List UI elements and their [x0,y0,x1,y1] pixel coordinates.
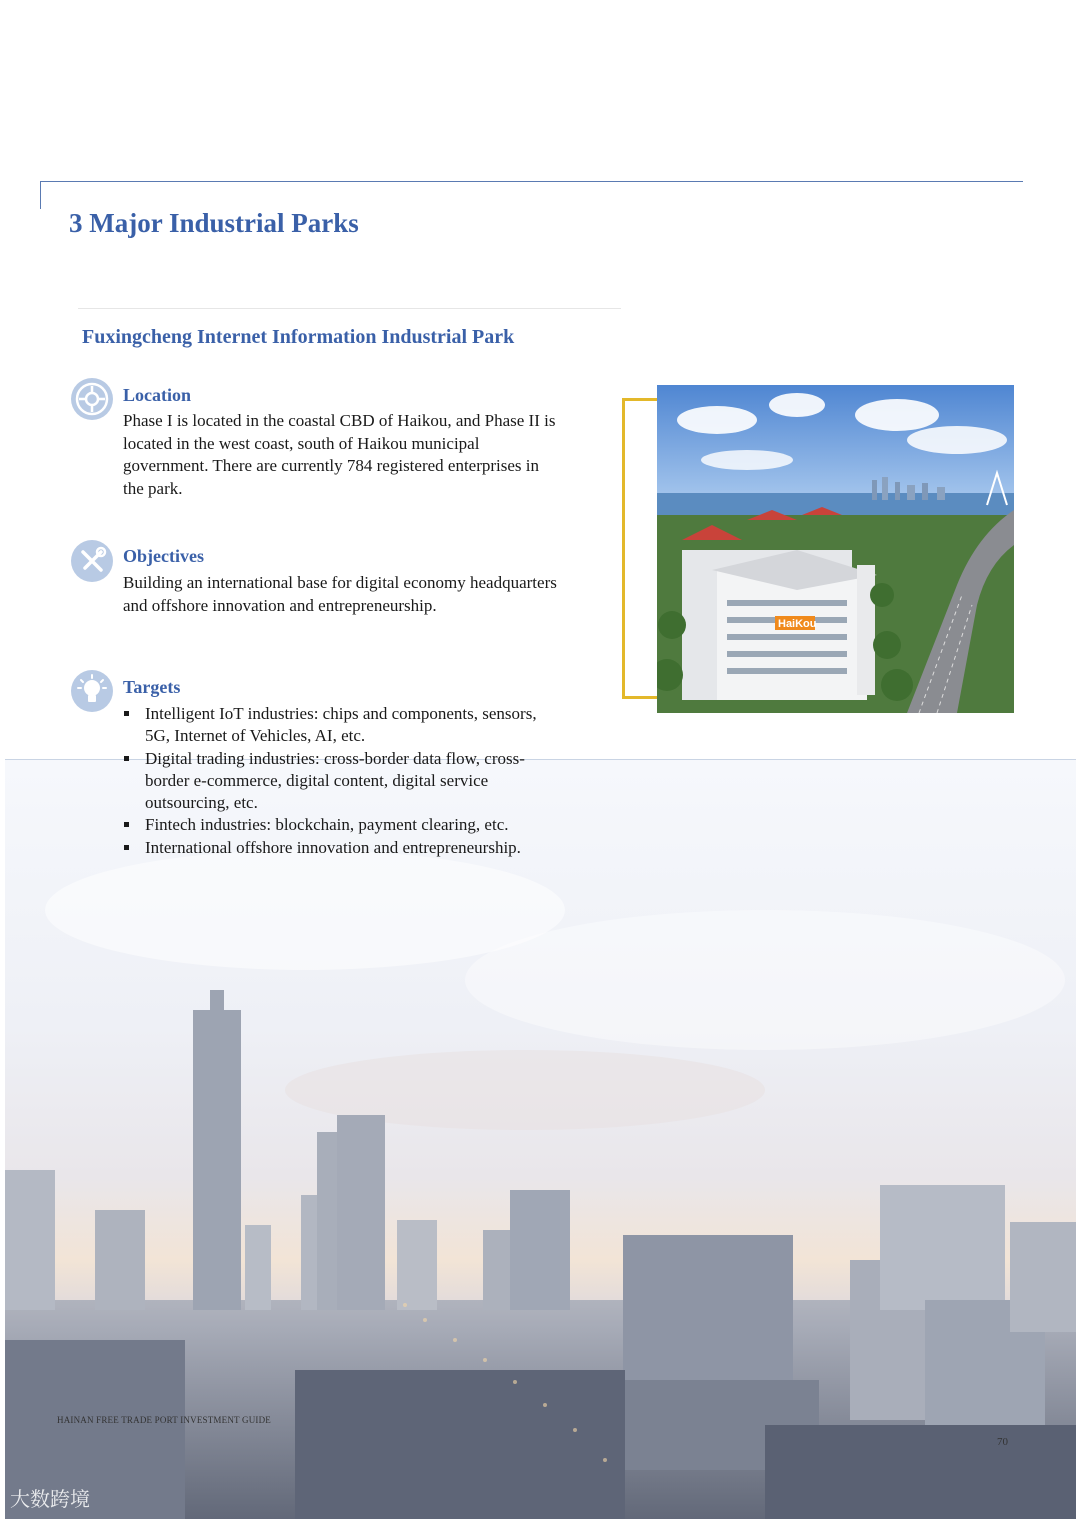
photo-sign-text: HaiKou [778,618,817,630]
objectives-text: Building an international base for digital economy headquarters and offshore innovation and entrepreneurship. [123,573,557,615]
targets-list [123,703,563,859]
section-title: 3 Major Industrial Parks [69,208,359,238]
page-number: 70 [997,1436,1008,1448]
park-aerial-photo [657,385,1014,713]
frame-top-rule [40,181,1023,182]
bullet-icon [124,711,129,716]
location-heading: Location [123,385,192,405]
bullet-icon [124,756,129,761]
targets-heading: Targets [123,677,181,697]
list-item: Digital trading industries: cross-border data flow, cross-border e-commerce, digital content, digital service outsourcing, etc. [123,748,563,815]
bullet-icon [124,845,129,850]
park-title: Fuxingcheng Internet Information Industrial Park [82,326,515,348]
subtitle-divider [78,308,621,309]
location-text: Phase I is located in the coastal CBD of Haikou, and Phase II is located in the west coast, south of Haikou municipal government. There are currently 784 registered enterprises in the park. [123,411,556,498]
map-pin-icon [71,378,113,420]
watermark: 大数跨境 [10,1487,90,1511]
objectives-heading: Objectives [123,546,204,566]
list-item: Fintech industries: blockchain, payment clearing, etc. [123,814,563,836]
bullet-icon [124,822,129,827]
list-item: International offshore innovation and entrepreneurship. [123,837,563,859]
lightbulb-icon [71,670,113,712]
tools-icon [71,540,113,582]
frame-left-rule [40,181,41,209]
footer-guide-title: HAINAN FREE TRADE PORT INVESTMENT GUIDE [57,1415,272,1425]
list-item: Intelligent IoT industries: chips and components, sensors, 5G, Internet of Vehicles, AI, etc. [123,703,563,748]
city-skyline-background [5,759,1076,1519]
photo-gold-bracket [622,398,658,699]
